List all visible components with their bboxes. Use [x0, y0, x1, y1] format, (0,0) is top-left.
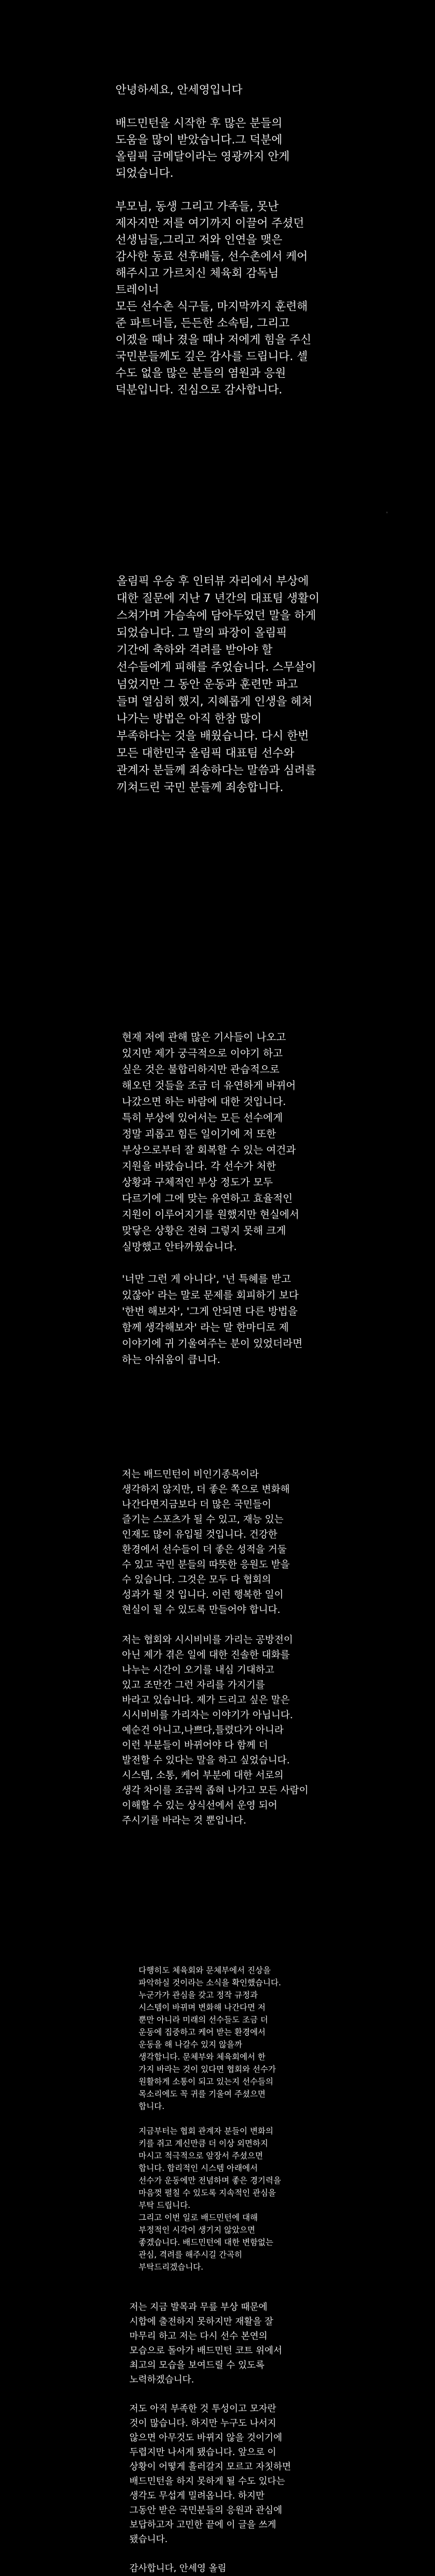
- letter-section-request: [139, 1964, 300, 2273]
- rehab-paragraph: 저는 지금 발목과 무릎 부상 때문에 시합에 출전하지 못하지만 재활을 잘 마무리 하고 저는 다시 선수 본연의 모습으로 돌아가 배드민턴 코트 위에서 최고의 모습을 보여드릴 수 있도록 노력하겠습니다.: [129, 2302, 282, 2385]
- apology-paragraph: 올림픽 우승 후 인터뷰 자리에서 부상에 대한 질문에 지난 7 년간의 대표팀 생활이 스쳐가며 가슴속에 담아두었던 말을 하게 되었습니다. 그 말의 파장이 올림픽 기간에 축하와 격려를 받아야 할 선수들에게 피해를 주었습니다. 스무살이 넘었지만 그 동안 운동과 훈련만 파고 들며 열심히 했지, 지혜롭게 인생을 헤쳐 나가는 방법은 아직 한참 많이 부족하다는 것을 배웠습니다. 다시 한번 모든 대한민국 올림픽 대표팀 선수와 관계자 분들께 죄송하다는 말씀과 심려를 끼쳐드린 국민 분들께 죄송합니다.: [117, 575, 320, 794]
- badminton-future-paragraph: 저는 배드민턴이 비인기종목이라 생각하지 않지만, 더 좋은 쪽으로 변화해 나간다면지금보다 더 많은 국민들이 즐기는 스포츠가 될 수 있고, 재능 있는 인재도 많이 유입될 것입니다. 건강한 환경에서 선수들이 더 좋은 성적을 거둘 수 있고 국민 분들의 따뜻한 응원도 받을 수 있습니다. 그것은 모두 다 협회의 성과가 될 것 입니다. 이런 행복한 일이 현실이 될 수 있도록 만들어야 합니다.: [122, 1469, 290, 1616]
- letter-section-association: [122, 1467, 313, 1828]
- letter-section-closing: [129, 2300, 307, 2576]
- letter-section-thanks: [115, 82, 320, 398]
- regret-paragraph: '너만 그런 게 아니다', '넌 특혜를 받고 있잖아' 라는 말로 문제를 회피하기 보다 '한번 해보자', '그게 안되면 다른 방법을 함께 생각해보자' 라는 말 한마디로 제 이야기에 귀 기울여주는 분이 있었더라면 하는 아쉬움이 큽니다.: [122, 1273, 303, 1366]
- intro-paragraph: 배드민턴을 시작한 후 많은 분들의 도움을 많이 받았습니다.그 덕분에 올림픽 금메달이라는 영광까지 안게 되었습니다.: [115, 117, 290, 180]
- thanks-paragraph: 부모님, 동생 그리고 가족들, 못난 제자지만 저를 여기까지 이끌어 주셨던 선생님들,그리고 저와 인연을 맺은 감사한 동료 선후배들, 선수촌에서 케어 해주시고 가르치신 체육회 감독님 트레이너 모든 선수촌 식구들, 마지막까지 훈련해 준 파트너들, 든든한 소속팀, 그리고 이겠을 때나 졌을 때나 저에게 힘을 주신 국민분들께도 깊은 감사를 드립니다. 셀 수도 없을 많은 분들의 염원과 응원 덕분입니다. 진심으로 감사합니다.: [115, 200, 311, 396]
- letter-section-apology: [117, 572, 323, 796]
- dialogue-paragraph: 저는 협회와 시시비비를 가리는 공방전이 아닌 제가 겪은 일에 대한 진솔한 대화를 나누는 시간이 오기를 내심 기대하고 있고 조만간 그런 자리를 가지기를 바라고 있습니다. 제가 드리고 싶은 말은 시시비비를 가리자는 이야기가 아닙니다. 예순건 아니고,나쁘다,틀렸다가 아니라 이런 부분들이 바뀌어야 다 함께 더 발전할 수 있다는 말을 하고 싶었습니다. 시스템, 소통, 케어 부분에 대한 서로의 생각 차이를 조금씩 좁혀 나가고 모든 사람이 이해할 수 있는 상식선에서 운영 되어 주시기를 바라는 것 뿐입니다.: [122, 1634, 309, 1826]
- closing-signature: 감사합니다, 안세영 올림: [129, 2563, 227, 2574]
- greeting-text: 안녕하세요, 안세영입니다: [115, 83, 243, 96]
- association-request-paragraph: 지금부터는 협회 관계자 분들이 변화의 키를 쥐고 계신만큼 더 이상 외면하지 마시고 적극적으로 앞장서 주셨으면 합니다. 합리적인 시스템 아래에서 선수가 운동에만 전념하며 좋은 경기력을 마음껏 펼칠 수 있도록 지속적인 관심을 부탁 드립니다. 그리고 이번 일로 배드민턴에 대해 부정적인 시각이 생기지 않았으면 좋겠습니다. 배드민턴에 대한 변함없는 관심, 격려를 해주시길 간곡히 부탁드리겠습니다.: [139, 2126, 281, 2272]
- letter-section-injury: [122, 1029, 315, 1368]
- injury-paragraph: 현재 저에 관해 많은 기사들이 나오고 있지만 제가 궁극적으로 이야기 하고 싶은 것은 불합리하지만 관습적으로 해오던 것들을 조금 더 유연하게 바뀌어 나갔으면 하는 바람에 대한 것입니다. 특히 부상에 있어서는 모든 선수에게 정말 괴롭고 힘든 일이기에 저 또한 부상으로부터 잘 회복할 수 있는 여건과 지원을 바랐습니다. 각 선수가 처한 상황과 구체적인 부상 정도가 모두 다르기에 그에 맞는 유연하고 효율적인 지원이 이루어지기를 원했지만 현실에서 맞닿은 상황은 전혀 그렇지 못해 크게 실망했고 안타까웠습니다.: [122, 1031, 300, 1253]
- decorative-dot: [386, 512, 388, 513]
- resolve-paragraph: 저도 아직 부족한 것 투성이고 모자란 것이 많습니다. 하지만 누구도 나서지 않으면 아무것도 바뀌지 않을 것이기에 두렵지만 나서게 됐습니다. 앞으로 이 상황이 어떻게 흘러갈지 모르고 자칫하면 배드민턴을 하지 못하게 될 수도 있다는 생각도 무섭게 밀려옵니다. 하지만 그동안 받은 국민분들의 응원과 관심에 보답하고자 고민한 끝에 이 글을 쓰게 됐습니다.: [129, 2403, 291, 2545]
- ministry-paragraph: 다행히도 체육회와 문체부에서 진상을 파악하실 것이라는 소식을 확인했습니다. 누군가가 관심을 갖고 정작 규정과 시스템이 바뀌며 변화해 나간다면 저 뿐만 아니라 미래의 선수들도 조금 더 운동에 집중하고 케어 받는 환경에서 운동을 해 나갈수 있지 않을까 생각합니다. 문체부와 체육회에서 한 가지 바라는 것이 있다면 협회와 선수가 원활하게 소통이 되고 있는지 선수들의 목소리에도 꼭 귀를 기울여 주셨으면 합니다.: [139, 1965, 281, 2111]
